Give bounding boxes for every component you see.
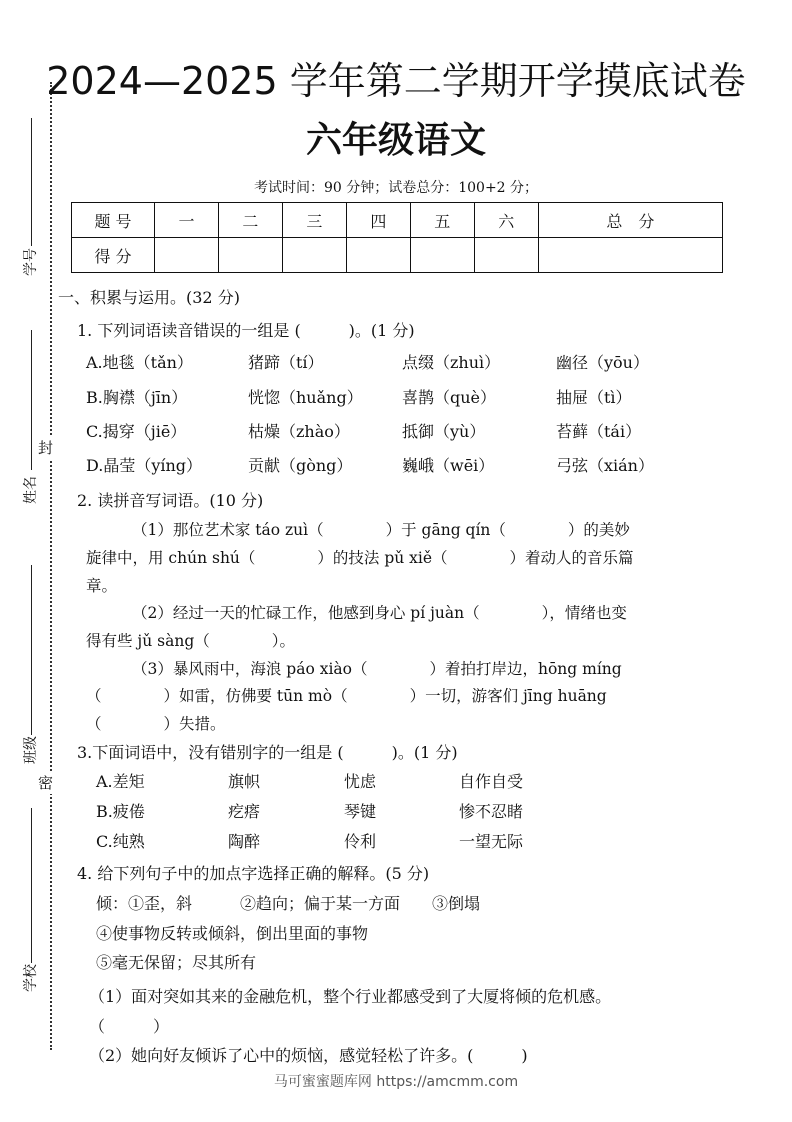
class-line xyxy=(31,565,32,735)
score-table xyxy=(71,202,723,273)
score-cell xyxy=(155,238,219,273)
q3-stem: 3.下面词语中，没有错别字的一组是 ( )。(1 分) xyxy=(77,743,458,762)
q4-definitions-2: ④使事物反转或倾斜，倒出里面的事物 xyxy=(96,924,369,943)
q3-opt: A.差矩 xyxy=(96,772,145,791)
q3-opt: 惨不忍睹 xyxy=(459,802,524,821)
q1-opt: 苔藓（tái） xyxy=(556,422,642,441)
q2-stem: 2. 读拼音写词语。(10 分) xyxy=(77,491,264,510)
binding-dotted-line xyxy=(50,82,52,1050)
q3-opt: B.疲倦 xyxy=(96,802,145,821)
q3-opt: 伶利 xyxy=(344,832,377,851)
seal-char-mi: 密 xyxy=(38,774,54,792)
q1-opt: 点缀（zhuì） xyxy=(402,353,501,372)
score-header-cell: 六 xyxy=(474,203,538,238)
q4-sentence-1: （1）面对突如其来的金融危机，整个行业都感受到了大厦将倾的危机感。 xyxy=(89,987,612,1006)
q4-definitions-3: ⑤毫无保留；尽其所有 xyxy=(96,953,257,972)
q3-opt: 陶醉 xyxy=(228,832,261,851)
q1-opt: A.地毯（tǎn） xyxy=(86,353,193,372)
q3-opt: 旗帜 xyxy=(228,772,261,791)
q1-opt: 巍峨（wēi） xyxy=(402,456,495,475)
q1-opt: 抵御（yù） xyxy=(402,422,486,441)
q3-opt: 琴键 xyxy=(344,802,377,821)
q2-line: 得有些 jǔ sàng（ ）。 xyxy=(86,632,295,650)
q2-line: （3）暴风雨中，海浪 páo xiào（ ）着拍打岸边，hōng míng xyxy=(132,660,622,678)
q4-sentence-2: （2）她向好友倾诉了心中的烦恼，感觉轻松了许多。( ) xyxy=(89,1046,528,1065)
q3-opt: 自作自受 xyxy=(459,772,524,791)
score-row-label: 得 分 xyxy=(72,238,155,273)
q4-definitions-1: 倾：①歪，斜 ②趋向；偏于某一方面 ③倒塌 xyxy=(96,894,481,913)
student-id-label: 学号 xyxy=(23,248,39,276)
score-cell xyxy=(282,238,346,273)
q1-opt: 喜鹊（què） xyxy=(402,388,497,407)
score-table-score-row xyxy=(72,238,723,273)
score-cell xyxy=(410,238,474,273)
class-label: 班级 xyxy=(23,736,39,764)
q1-opt: 弓弦（xián） xyxy=(556,456,654,475)
q1-opt: 恍惚（huǎng） xyxy=(248,388,363,407)
q2-line: 章。 xyxy=(86,577,118,595)
q1-opt: 幽径（yōu） xyxy=(556,353,649,372)
score-cell xyxy=(218,238,282,273)
q4-sentence-1-blank: （ ） xyxy=(89,1017,170,1036)
exam-subtitle: 六年级语文 xyxy=(305,120,486,161)
score-header-cell: 二 xyxy=(218,203,282,238)
q1-stem: 1. 下列词语读音错误的一组是 ( )。(1 分) xyxy=(77,321,415,340)
score-cell xyxy=(346,238,410,273)
exam-info: 考试时间：90 分钟；试卷总分：100+2 分； xyxy=(253,180,539,196)
footer-watermark: 马可蜜蜜题库网 https://amcmm.com xyxy=(273,1074,519,1090)
score-cell xyxy=(538,238,722,273)
section-heading: 一、积累与运用。(32 分) xyxy=(58,288,240,307)
exam-title: 2024—2025 学年第二学期开学摸底试卷 xyxy=(46,59,746,103)
q2-line: （ ）失措。 xyxy=(86,715,226,733)
score-header-cell: 四 xyxy=(346,203,410,238)
score-header-cell: 五 xyxy=(410,203,474,238)
score-header-cell: 三 xyxy=(282,203,346,238)
q3-opt: C.纯熟 xyxy=(96,832,145,851)
q1-opt: C.揭穿（jiē） xyxy=(86,422,187,441)
score-header-cell: 题 号 xyxy=(72,203,155,238)
score-table-header-row xyxy=(72,203,723,238)
seal-char-feng: 封 xyxy=(38,439,54,457)
q3-opt: 疙瘩 xyxy=(228,802,261,821)
q3-opt: 忧虑 xyxy=(344,772,377,791)
name-label: 姓名 xyxy=(23,476,39,504)
q2-line: 旋律中，用 chún shú（ ）的技法 pǔ xiě（ ）着动人的音乐篇 xyxy=(86,549,634,567)
q2-line: （1）那位艺术家 táo zuì（ ）于 gāng qín（ ）的美妙 xyxy=(132,521,630,539)
q3-opt: 一望无际 xyxy=(459,832,524,851)
q1-opt: D.晶莹（yíng） xyxy=(86,456,203,475)
score-header-cell: 总 分 xyxy=(538,203,722,238)
score-cell xyxy=(474,238,538,273)
q2-line: （ ）如雷，仿佛要 tūn mò（ ）一切，游客们 jīng huāng xyxy=(86,687,607,705)
q4-stem: 4. 给下列句子中的加点字选择正确的解释。(5 分) xyxy=(77,864,430,883)
q1-opt: 猪蹄（tí） xyxy=(248,353,324,372)
q2-line: （2）经过一天的忙碌工作，他感到身心 pí juàn（ ），情绪也变 xyxy=(132,604,627,622)
q1-opt: 枯燥（zhào） xyxy=(248,422,350,441)
score-header-cell: 一 xyxy=(155,203,219,238)
school-line xyxy=(31,808,32,963)
school-label: 学校 xyxy=(23,964,39,992)
q1-opt: 贡献（gòng） xyxy=(248,456,353,475)
q1-opt: 抽屉（tì） xyxy=(556,388,632,407)
q1-opt: B.胸襟（jīn） xyxy=(86,388,188,407)
name-line xyxy=(31,330,32,470)
